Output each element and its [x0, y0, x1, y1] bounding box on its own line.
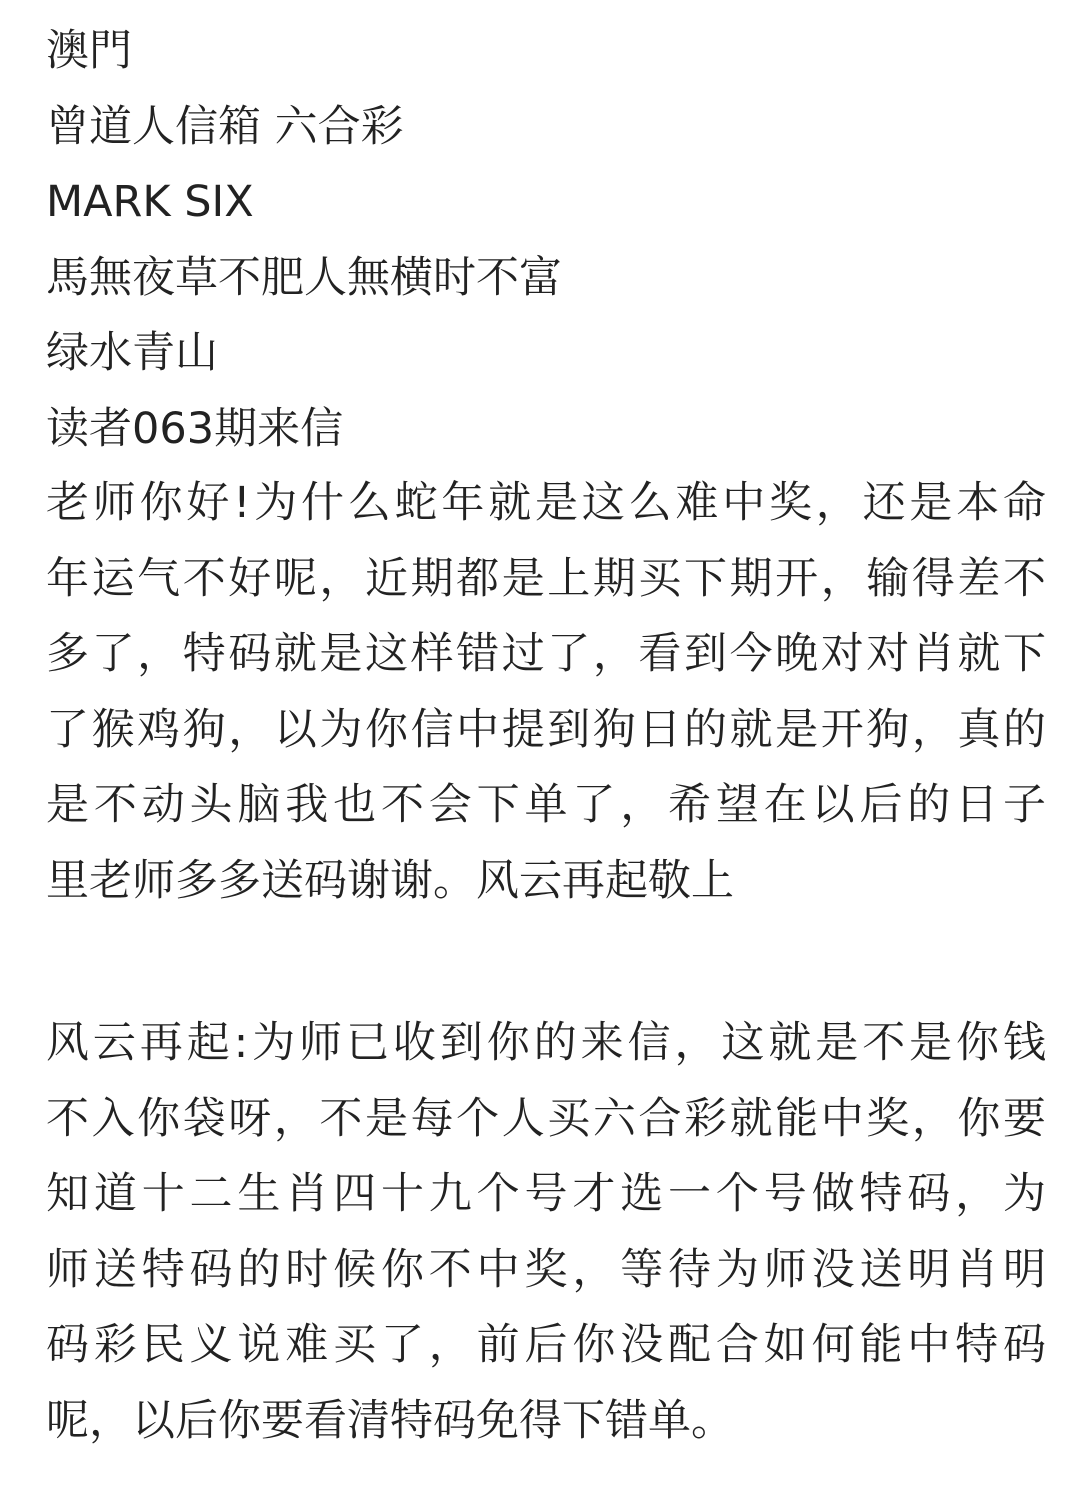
letter-line: 多了，特码就是这样错过了，看到今晚对对肖就下 — [46, 629, 1046, 679]
reply-line: 知道十二生肖四十九个号才选一个号做特码，为 — [46, 1169, 1046, 1219]
reader-letter-paragraph — [46, 466, 1046, 919]
header-block — [46, 14, 1056, 467]
proverb-line: 馬無夜草不肥人無横时不富 — [46, 252, 562, 303]
letter-line: 年运气不好呢，近期都是上期买下期开，输得差不 — [46, 553, 1046, 604]
letter-line: 是不动头脑我也不会下单了，希望在以后的日子 — [46, 780, 1046, 830]
reply-line: 码彩民义说难买了，前后你没配合如何能中特码 — [46, 1320, 1046, 1370]
letter-line: 里老师多多送码谢谢。风云再起敬上 — [46, 855, 734, 906]
english-title: MARK SIX — [46, 177, 254, 227]
motto-line: 绿水青山 — [46, 328, 218, 378]
letter-line: 了猴鸡狗，以为你信中提到狗日的就是开狗，真的 — [46, 704, 1046, 755]
reply-paragraph — [46, 1006, 1046, 1459]
letter-line: 老师你好!为什么蛇年就是这么难中奖，还是本命 — [46, 478, 1046, 528]
reply-line: 风云再起:为师已收到你的来信，这就是不是你钱 — [46, 1018, 1046, 1068]
reply-line: 呢，以后你要看清特码免得下错单。 — [46, 1395, 734, 1446]
letter-subject: 读者063期来信 — [46, 403, 344, 454]
reply-line: 不入你袋呀，不是每个人买六合彩就能中奖，你要 — [46, 1093, 1046, 1144]
reply-line: 师送特码的时候你不中奖，等待为师没送明肖明 — [46, 1244, 1046, 1295]
location-title: 澳門 — [46, 26, 132, 76]
column-title: 曾道人信箱 六合彩 — [46, 101, 404, 152]
